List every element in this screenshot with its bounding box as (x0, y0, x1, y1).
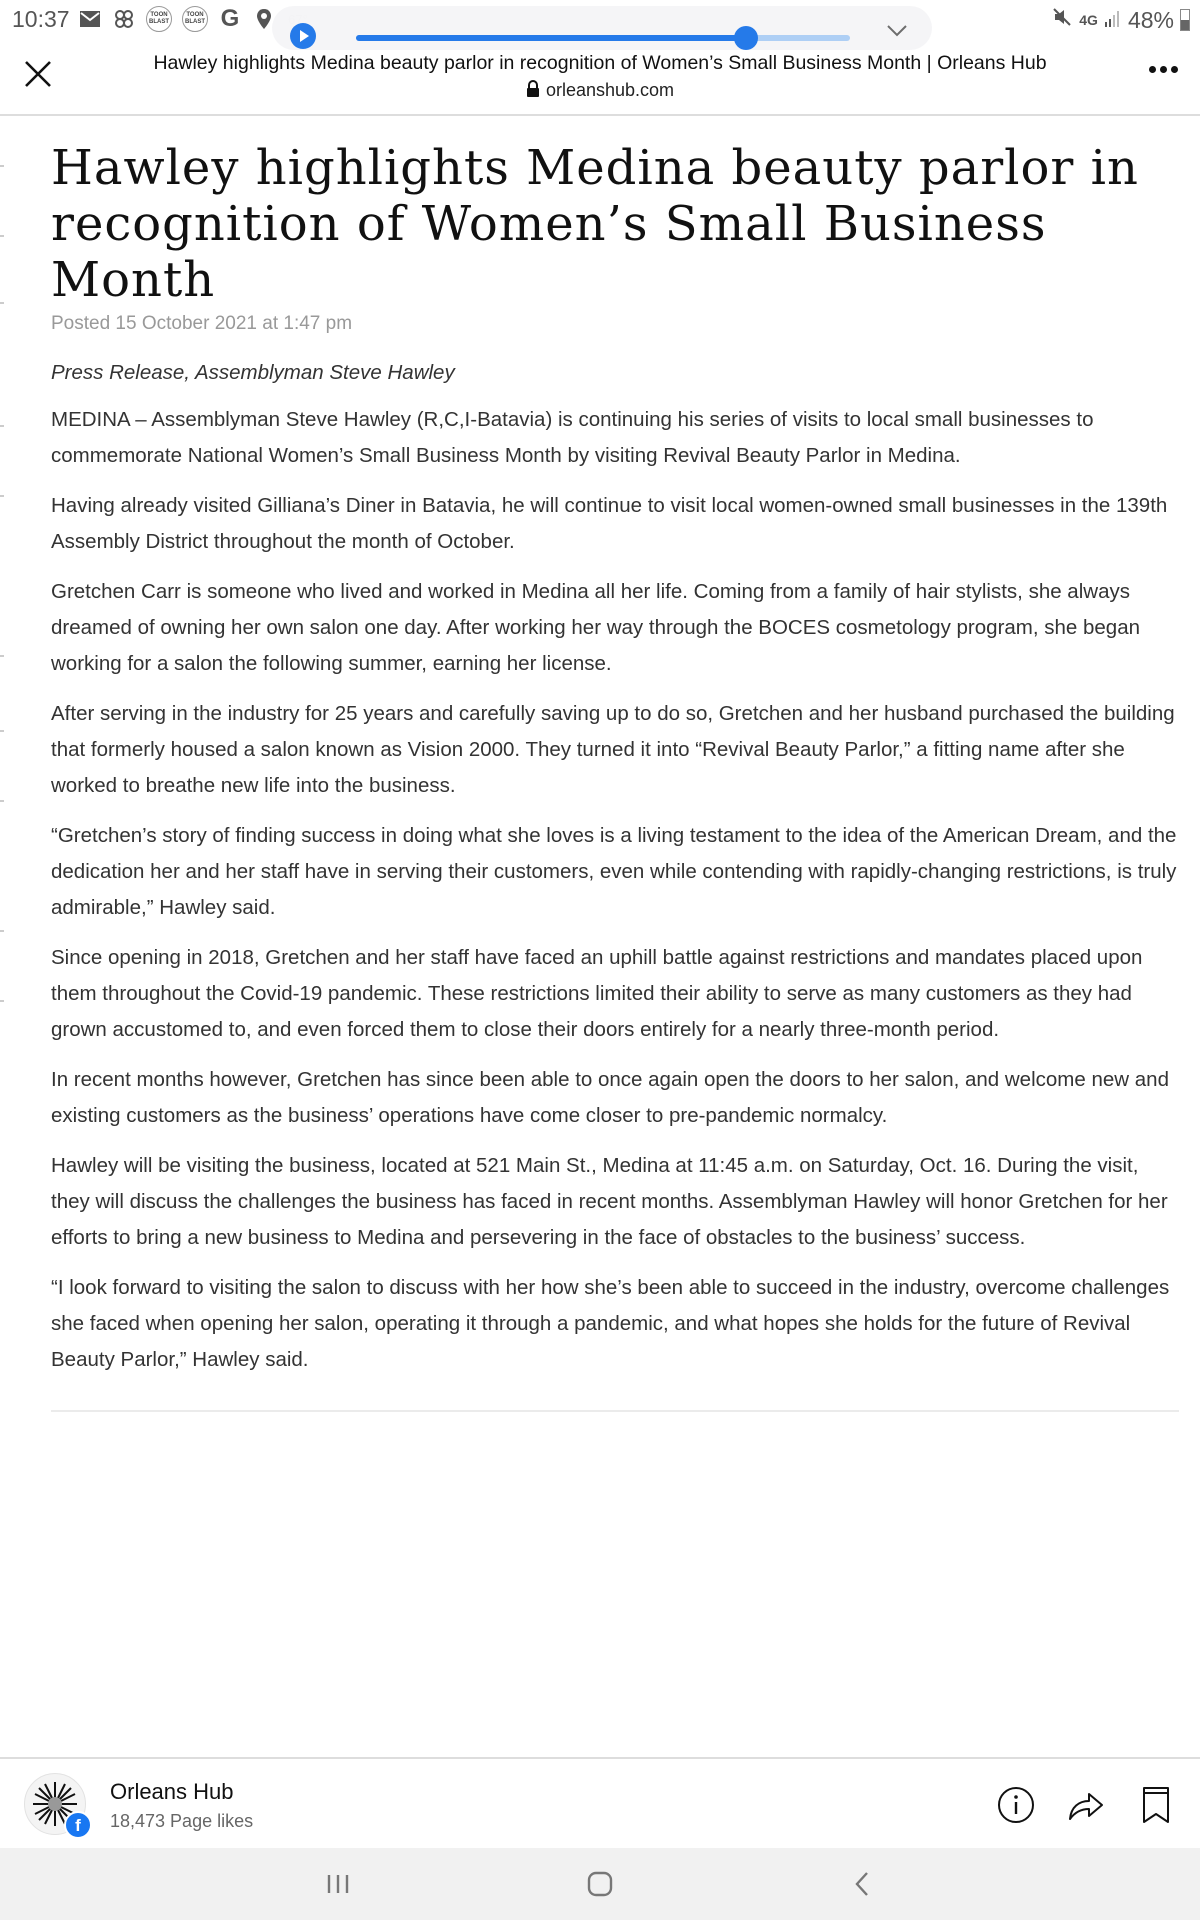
home-button[interactable] (580, 1864, 620, 1904)
toon-blast-icon: TOON BLAST (146, 6, 172, 32)
page-title: Hawley highlights Medina beauty parlor in recognition of Women’s Small Business Month | Orleans Hub (153, 52, 1047, 74)
article-headline: Hawley highlights Medina beauty parlor in recognition of Women’s Small Business Month (51, 140, 1139, 308)
bookmark-icon (1142, 1786, 1170, 1824)
page-actions (996, 1785, 1176, 1825)
article-paragraph: “Gretchen’s story of finding success in doing what she loves is a living testament to the idea of the American Dream, and the dedication her and her staff have in serving their customers, even while contending with rapidly-changing restrictions, is truly admirable,” Hawley said. (51, 824, 1177, 919)
facebook-icon: f (64, 1811, 92, 1839)
info-button[interactable] (996, 1785, 1036, 1825)
scroll-mark (0, 495, 4, 497)
article-byline: Press Release, Assemblyman Steve Hawley (51, 361, 455, 384)
mail-icon (78, 7, 102, 31)
article-paragraph: In recent months however, Gretchen has since been able to once again open the doors to her salon, and welcome new and existing customers as the business’ operations have come closer to pre-pandemic normalcy. (51, 1068, 1169, 1127)
article-paragraph: Hawley will be visiting the business, located at 521 Main St., Medina at 11:45 a.m. on Saturday, Oct. 16. During the visit, they will discuss the challenges the business has faced in recent months. Assemblyman Hawley will honor Gretchen for her efforts to bring a new business to Medina and persevering in the face of obstacles to the business’ success. (51, 1154, 1168, 1249)
article-paragraph: Gretchen Carr is someone who lived and worked in Medina all her life. Coming from a family of hair stylists, she always dreamed of owning her own salon one day. After working her way through the BOCES cosmetology program, she began working for a salon the following summer, earning her license. (51, 580, 1141, 675)
battery-percent: 48% (1127, 6, 1174, 33)
article-divider (51, 1410, 1179, 1412)
article-paragraph: After serving in the industry for 25 years and carefully saving up to do so, Gretchen and her husband purchased the building that formerly housed a salon known as Vision 2000. They turned it into “Revival Beauty Parlor,” a fitting name after she worked to breathe new life into the business. (51, 702, 1175, 797)
scroll-mark (0, 1000, 4, 1002)
mute-icon (1051, 6, 1073, 34)
status-time: 10:37 (12, 6, 70, 32)
scroll-mark (0, 655, 4, 657)
home-icon (587, 1871, 613, 1897)
scroll-mark (0, 165, 4, 167)
pinwheel-icon (112, 7, 136, 31)
toon-blast-icon: TOON BLAST (182, 6, 208, 32)
article-paragraph: Having already visited Gilliana’s Diner in Batavia, he will continue to visit local women-owned small businesses in the 139th Assembly District throughout the month of October. (51, 494, 1168, 553)
scroll-mark (0, 235, 4, 237)
scroll-mark (0, 930, 4, 932)
system-status (1051, 6, 1190, 34)
info-icon (997, 1786, 1035, 1824)
article-paragraph: “I look forward to visiting the salon to discuss with her how she’s been able to succeed in the industry, overcome challenges she faced when opening her salon, operating it through a pandemic, and what hopes she holds for the future of Revival Beauty Parlor,” Hawley said. (51, 1276, 1170, 1371)
recent-apps-icon (325, 1873, 351, 1895)
scroll-mark (0, 302, 4, 304)
page-likes: 18,473 Page likes (110, 1811, 254, 1831)
article-paragraph: MEDINA – Assemblyman Steve Hawley (R,C,I-Batavia) is continuing his series of visits to local small businesses to commemorate National Women’s Small Business Month by visiting Revival Beauty Parlor in Medina. (51, 408, 1094, 467)
page-name[interactable]: Orleans Hub (110, 1779, 234, 1804)
back-button[interactable] (842, 1864, 882, 1904)
page-url (0, 80, 1200, 103)
recent-apps-button[interactable] (318, 1864, 358, 1904)
back-icon (854, 1871, 870, 1897)
scroll-mark (0, 730, 4, 732)
article-paragraph: Since opening in 2018, Gretchen and her staff have faced an uphill battle against restrictions and mandates placed upon them throughout the Covid-19 pandemic. These restrictions limited their ability to serve as many customers as they had grown accustomed to, and even forced them to close their doors entirely for a nearly three-month period. (51, 946, 1143, 1041)
scroll-mark (0, 800, 4, 802)
share-icon (1067, 1787, 1105, 1823)
browser-header (0, 40, 1200, 116)
article (51, 140, 1181, 1412)
signal-icon (1104, 7, 1122, 34)
bookmark-button[interactable] (1136, 1785, 1176, 1825)
system-nav-bar (0, 1848, 1200, 1920)
chevron-down-icon[interactable] (886, 22, 914, 42)
lock-icon (526, 80, 540, 103)
more-options-button[interactable] (1149, 66, 1178, 73)
battery-icon (1180, 9, 1190, 31)
share-button[interactable] (1066, 1785, 1106, 1825)
network-icon: 4G (1079, 12, 1098, 28)
scroll-mark (0, 425, 4, 427)
url-text: orleanshub.com (545, 80, 675, 100)
facebook-page-bar (0, 1757, 1200, 1849)
posted-date: Posted 15 October 2021 at 1:47 pm (51, 313, 353, 334)
google-icon: G (220, 5, 240, 32)
